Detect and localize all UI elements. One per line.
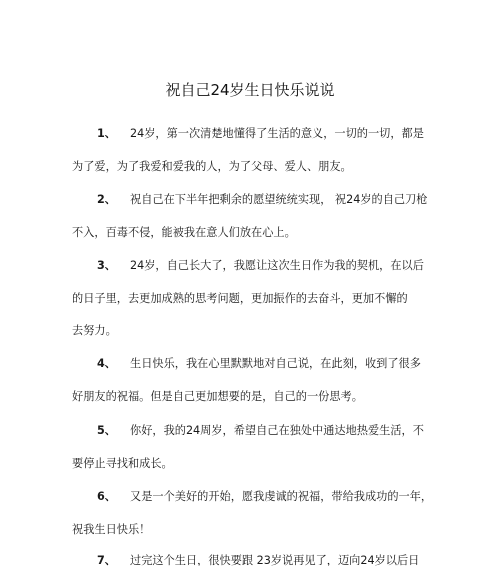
paragraph-4-number: 4、 <box>97 357 116 370</box>
paragraph-2-number: 2、 <box>97 193 116 206</box>
paragraph-6-number: 6、 <box>97 490 116 503</box>
paragraph-3-number: 3、 <box>97 259 116 272</box>
paragraph-3-line-2: 的日子里，去更加成熟的思考问题，更加振作的去奋斗，更加不懈的 <box>72 292 408 305</box>
paragraph-1-line-1: 24岁，第一次清楚地懂得了生活的意义，一切的一切，都是 <box>130 127 424 140</box>
paragraph-5-line-2: 要停止寻找和成长。 <box>72 457 173 470</box>
paragraph-6-line-1: 又是一个美好的开始，愿我虔诚的祝福，带给我成功的一年， <box>130 490 433 503</box>
document-title: 祝自己24岁生日快乐说说 <box>165 81 335 99</box>
paragraph-7-line-1: 过完这个生日，很快要跟 23岁说再见了，迈向24岁以后日 <box>130 554 420 566</box>
paragraph-2-line-1: 祝自己在下半年把剩余的愿望统统实现， 祝24岁的自己刀枪 <box>130 193 428 206</box>
paragraph-3-line-1: 24岁，自己长大了，我愿让这次生日作为我的契机，在以后 <box>130 259 424 272</box>
paragraph-5-line-1: 你好，我的24周岁，希望自己在独处中通达地热爱生活，不 <box>130 424 424 437</box>
paragraph-4-line-1: 生日快乐，我在心里默默地对自己说，在此刻，收到了很多 <box>130 357 421 370</box>
paragraph-6-line-2: 祝我生日快乐！ <box>72 523 151 536</box>
paragraph-4-line-2: 好朋友的祝福。但是自己更加想要的是，自己的一份思考。 <box>72 390 363 403</box>
paragraph-7-number: 7、 <box>97 554 116 566</box>
paragraph-2-line-2: 不入，百毒不侵，能被我在意人们放在心上。 <box>72 226 296 239</box>
paragraph-1-number: 1、 <box>97 127 116 140</box>
paragraph-5-number: 5、 <box>97 424 116 437</box>
paragraph-3-line-3: 去努力。 <box>72 324 117 337</box>
paragraph-1-line-2: 为了爱，为了我爱和爱我的人，为了父母、爱人、朋友。 <box>72 160 352 173</box>
